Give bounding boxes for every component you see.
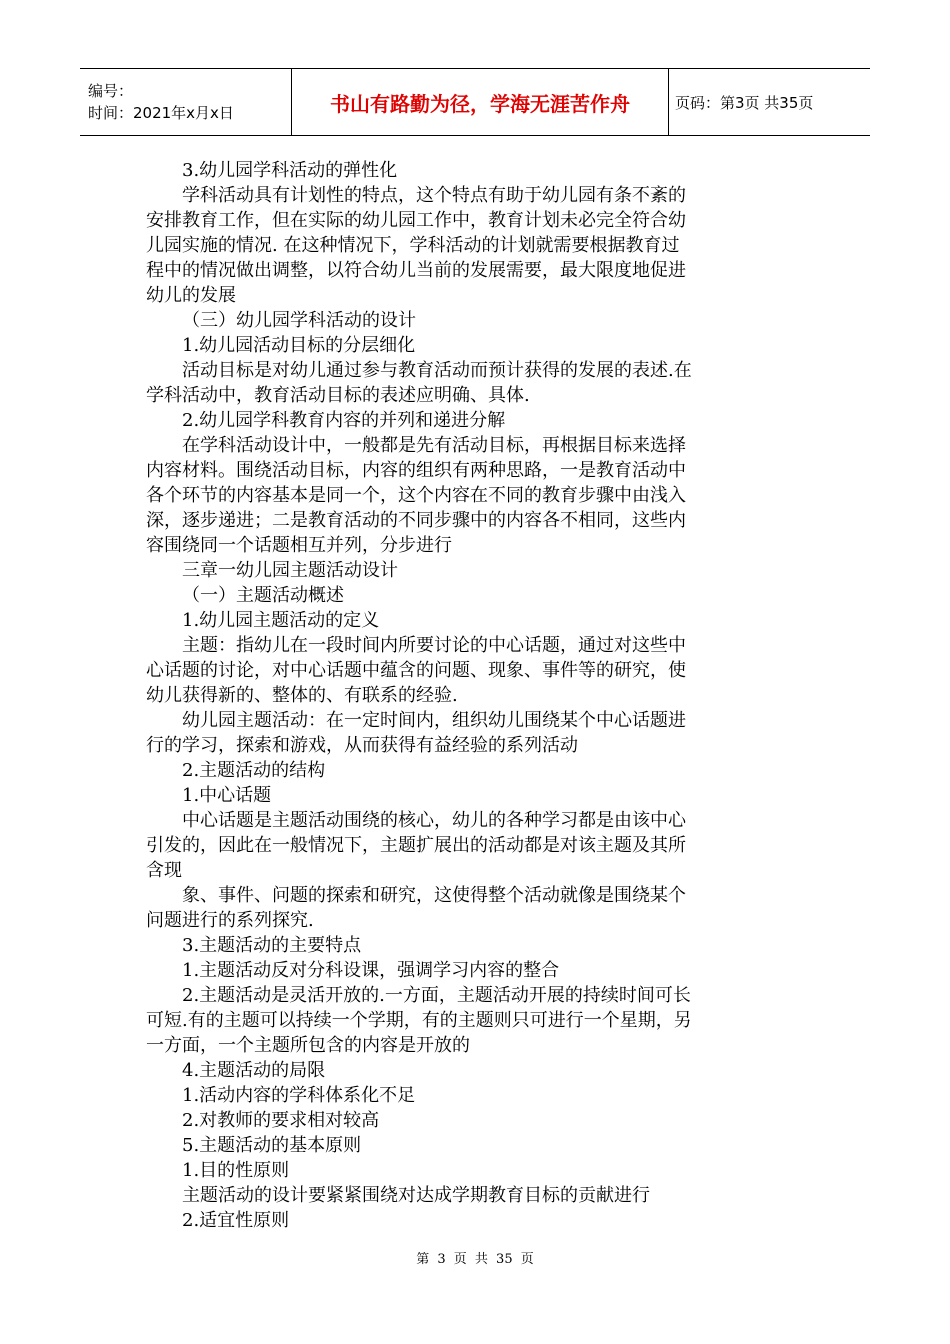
body-line: 深，逐步递进；二是教育活动的不同步骤中的内容各不相同，这些内 bbox=[146, 510, 686, 531]
serial-number-label: 编号： bbox=[88, 82, 134, 100]
body-line: 含现 bbox=[146, 860, 182, 881]
body-line: 程中的情况做出调整，以符合幼儿当前的发展需要，最大限度地促进 bbox=[146, 260, 686, 281]
body-line: 行的学习，探索和游戏，从而获得有益经验的系列活动 bbox=[146, 735, 578, 756]
page-footer: 第 3 页 共 35 页 bbox=[416, 1252, 534, 1267]
date-label: 时间：2021年x月x日 bbox=[88, 104, 234, 122]
body-line: 1.中心话题 bbox=[182, 785, 272, 806]
document-body bbox=[146, 158, 806, 1233]
body-line: 2.对教师的要求相对较高 bbox=[182, 1110, 380, 1131]
body-line: 容围绕同一个话题相互并列，分步进行 bbox=[146, 535, 452, 556]
body-line: 幼儿的发展 bbox=[146, 285, 236, 306]
body-line: 1.幼儿园主题活动的定义 bbox=[182, 610, 380, 631]
body-line: 幼儿园主题活动：在一定时间内，组织幼儿围绕某个中心话题进 bbox=[182, 710, 686, 731]
header-meta-cell bbox=[80, 69, 292, 136]
body-line: 2.幼儿园学科教育内容的并列和递进分解 bbox=[182, 410, 506, 431]
body-line: 引发的，因此在一般情况下，主题扩展出的活动都是对该主题及其所 bbox=[146, 835, 686, 856]
body-line: 内容材料。围绕活动目标，内容的组织有两种思路，一是教育活动中 bbox=[146, 460, 686, 481]
body-line: 1.活动内容的学科体系化不足 bbox=[182, 1085, 416, 1106]
body-line: 儿园实施的情况. 在这种情况下，学科活动的计划就需要根据教育过 bbox=[146, 235, 680, 256]
body-line: 活动目标是对幼儿通过参与教育活动而预计获得的发展的表述.在 bbox=[182, 360, 692, 381]
body-line: （三）幼儿园学科活动的设计 bbox=[182, 310, 416, 331]
body-line: 学科活动具有计划性的特点，这个特点有助于幼儿园有条不紊的 bbox=[182, 185, 686, 206]
body-line: 幼儿获得新的、整体的、有联系的经验. bbox=[146, 685, 458, 706]
header-page-info: 页码：第3页 共35页 bbox=[669, 69, 871, 136]
body-line: 主题活动的设计要紧紧围绕对达成学期教育目标的贡献进行 bbox=[182, 1185, 650, 1206]
body-line: 安排教育工作，但在实际的幼儿园工作中，教育计划未必完全符合幼 bbox=[146, 210, 686, 231]
body-line: 在学科活动设计中，一般都是先有活动目标，再根据目标来选择 bbox=[182, 435, 686, 456]
body-line: 1.主题活动反对分科设课，强调学习内容的整合 bbox=[182, 960, 560, 981]
body-line: 可短.有的主题可以持续一个学期，有的主题则只可进行一个星期，另 bbox=[146, 1010, 692, 1031]
body-line: 一方面，一个主题所包含的内容是开放的 bbox=[146, 1035, 470, 1056]
body-line: 学科活动中，教育活动目标的表述应明确、具体. bbox=[146, 385, 530, 406]
body-line: 象、事件、问题的探索和研究，这使得整个活动就像是围绕某个 bbox=[182, 885, 686, 906]
document-header bbox=[80, 68, 870, 136]
body-line: 1.幼儿园活动目标的分层细化 bbox=[182, 335, 416, 356]
body-line: 5.主题活动的基本原则 bbox=[182, 1135, 362, 1156]
body-line: 4.主题活动的局限 bbox=[182, 1060, 326, 1081]
body-line: 2.主题活动是灵活开放的.一方面，主题活动开展的持续时间可长 bbox=[182, 985, 691, 1006]
body-line: 3.幼儿园学科活动的弹性化 bbox=[182, 160, 398, 181]
body-line: 问题进行的系列探究. bbox=[146, 910, 314, 931]
body-line: 三章一幼儿园主题活动设计 bbox=[182, 560, 398, 581]
body-line: 中心话题是主题活动围绕的核心，幼儿的各种学习都是由该中心 bbox=[182, 810, 686, 831]
body-line: 3.主题活动的主要特点 bbox=[182, 935, 362, 956]
body-line: 2.适宜性原则 bbox=[182, 1210, 290, 1231]
body-line: 各个环节的内容基本是同一个，这个内容在不同的教育步骤中由浅入 bbox=[146, 485, 686, 506]
header-motto: 书山有路勤为径，学海无涯苦作舟 bbox=[292, 69, 669, 136]
body-line: （一）主题活动概述 bbox=[182, 585, 344, 606]
body-line: 主题：指幼儿在一段时间内所要讨论的中心话题，通过对这些中 bbox=[182, 635, 686, 656]
body-line: 1.目的性原则 bbox=[182, 1160, 290, 1181]
body-line: 2.主题活动的结构 bbox=[182, 760, 326, 781]
body-line: 心话题的讨论，对中心话题中蕴含的问题、现象、事件等的研究，使 bbox=[146, 660, 686, 681]
